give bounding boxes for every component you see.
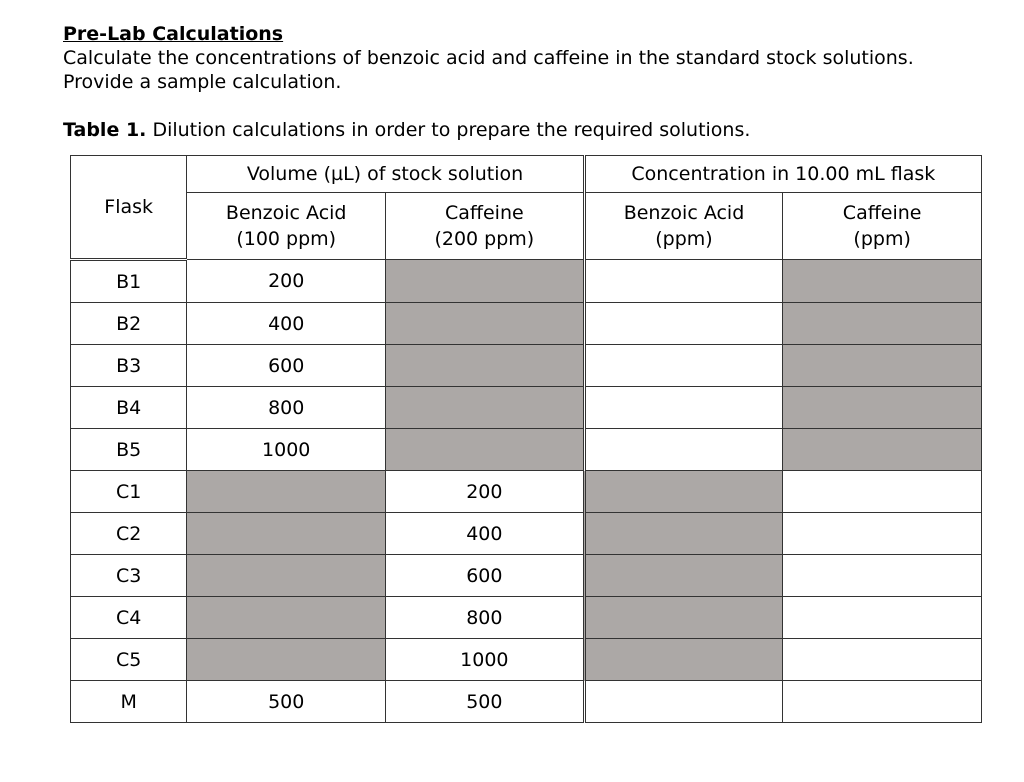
- table-row: [71, 639, 982, 681]
- table-row: [71, 303, 982, 345]
- caffeine-volume-cell: 1000: [386, 639, 585, 681]
- benzoic-conc-cell: [584, 345, 783, 387]
- flask-cell: B4: [71, 387, 187, 429]
- benzoic-volume-cell: 400: [187, 303, 386, 345]
- flask-cell: C1: [71, 471, 187, 513]
- benzoic-volume-cell: [187, 513, 386, 555]
- caffeine-volume-header: [386, 193, 585, 260]
- caffeine-conc-header-line1: Caffeine: [842, 202, 922, 224]
- benzoic-conc-header-line2: (ppm): [655, 228, 713, 250]
- flask-cell: B5: [71, 429, 187, 471]
- caffeine-conc-cell: [783, 345, 982, 387]
- section-heading: Pre-Lab Calculations: [63, 23, 284, 45]
- flask-cell: B2: [71, 303, 187, 345]
- benzoic-volume-cell: [187, 597, 386, 639]
- benzoic-volume-cell: [187, 555, 386, 597]
- benzoic-volume-cell: 200: [187, 260, 386, 303]
- benzoic-conc-cell: [584, 303, 783, 345]
- concentration-group-header: Concentration in 10.00 mL flask: [584, 156, 981, 193]
- caffeine-conc-cell: [783, 471, 982, 513]
- benzoic-conc-cell: [584, 639, 783, 681]
- benzoic-conc-cell: [584, 681, 783, 723]
- benzoic-volume-cell: 1000: [187, 429, 386, 471]
- table-row: [71, 471, 982, 513]
- benzoic-volume-cell: [187, 639, 386, 681]
- table-row: [71, 681, 982, 723]
- caffeine-volume-cell: [386, 260, 585, 303]
- flask-cell: B3: [71, 345, 187, 387]
- flask-cell: B1: [71, 260, 187, 303]
- flask-cell: C3: [71, 555, 187, 597]
- benzoic-volume-header-line2: (100 ppm): [236, 228, 337, 250]
- benzoic-volume-cell: 600: [187, 345, 386, 387]
- caffeine-conc-cell: [783, 597, 982, 639]
- benzoic-conc-cell: [584, 597, 783, 639]
- table-row: [71, 345, 982, 387]
- benzoic-volume-cell: 800: [187, 387, 386, 429]
- benzoic-conc-cell: [584, 513, 783, 555]
- benzoic-conc-cell: [584, 387, 783, 429]
- caffeine-volume-cell: 800: [386, 597, 585, 639]
- caffeine-volume-header-line2: (200 ppm): [434, 228, 535, 250]
- caffeine-conc-header-line2: (ppm): [853, 228, 911, 250]
- benzoic-volume-header-line1: Benzoic Acid: [225, 202, 347, 224]
- benzoic-volume-cell: [187, 471, 386, 513]
- benzoic-conc-cell: [584, 555, 783, 597]
- caffeine-conc-cell: [783, 260, 982, 303]
- table-caption-label: Table 1.: [63, 119, 147, 141]
- instructions-line-2: Provide a sample calculation.: [63, 71, 342, 93]
- benzoic-conc-cell: [584, 471, 783, 513]
- caffeine-volume-header-line1: Caffeine: [444, 202, 524, 224]
- table-row: [71, 429, 982, 471]
- table-row: [71, 513, 982, 555]
- table-row: [71, 555, 982, 597]
- caffeine-conc-header: [783, 193, 982, 260]
- table-row: [71, 387, 982, 429]
- dilution-table: [70, 155, 982, 723]
- caffeine-conc-cell: [783, 429, 982, 471]
- instructions-line-1: Calculate the concentrations of benzoic acid and caffeine in the standard stock solutions.: [63, 47, 914, 69]
- flask-column-header: Flask: [71, 156, 187, 260]
- benzoic-conc-cell: [584, 260, 783, 303]
- table-row: [71, 260, 982, 303]
- benzoic-conc-header: [584, 193, 783, 260]
- caffeine-conc-cell: [783, 387, 982, 429]
- caffeine-volume-cell: 600: [386, 555, 585, 597]
- volume-group-header: Volume (µL) of stock solution: [187, 156, 584, 193]
- caffeine-conc-cell: [783, 681, 982, 723]
- caffeine-conc-cell: [783, 639, 982, 681]
- table-caption-text: Dilution calculations in order to prepare the required solutions.: [152, 119, 751, 141]
- caffeine-volume-cell: 200: [386, 471, 585, 513]
- caffeine-volume-cell: [386, 345, 585, 387]
- flask-cell: C2: [71, 513, 187, 555]
- flask-cell: M: [71, 681, 187, 723]
- benzoic-volume-header: [187, 193, 386, 260]
- flask-cell: C5: [71, 639, 187, 681]
- caffeine-conc-cell: [783, 513, 982, 555]
- benzoic-volume-cell: 500: [187, 681, 386, 723]
- benzoic-conc-cell: [584, 429, 783, 471]
- caffeine-conc-cell: [783, 303, 982, 345]
- caffeine-conc-cell: [783, 555, 982, 597]
- caffeine-volume-cell: 400: [386, 513, 585, 555]
- table-row: [71, 597, 982, 639]
- caffeine-volume-cell: 500: [386, 681, 585, 723]
- benzoic-conc-header-line1: Benzoic Acid: [623, 202, 745, 224]
- caffeine-volume-cell: [386, 429, 585, 471]
- flask-cell: C4: [71, 597, 187, 639]
- table-caption: [63, 118, 1003, 142]
- caffeine-volume-cell: [386, 387, 585, 429]
- caffeine-volume-cell: [386, 303, 585, 345]
- document-body: [63, 22, 1003, 142]
